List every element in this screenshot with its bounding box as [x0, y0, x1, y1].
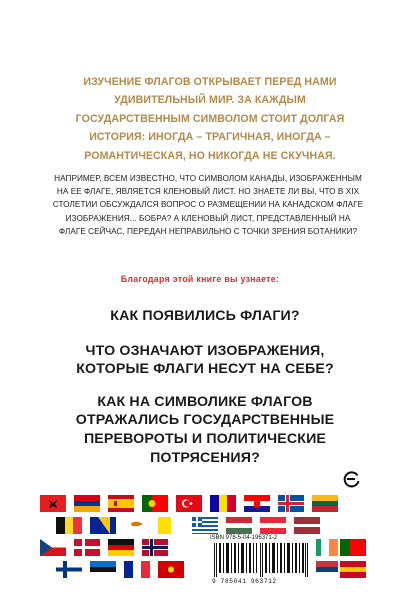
- armenia-flag-icon: [74, 495, 100, 512]
- barcode-icon: [214, 543, 308, 577]
- lithuania-flag-icon: [312, 495, 338, 512]
- portugal2-flag-icon: [340, 539, 366, 556]
- czech-flag-icon: [40, 539, 66, 556]
- question-2: ЧТО ОЗНАЧАЮТ ИЗОБРАЖЕНИЯ, КОТОРЫЕ ФЛАГИ НЕСУТ НА СЕБЕ?: [76, 342, 334, 378]
- estonia-flag-icon: [90, 561, 116, 578]
- andorra-flag-icon: [210, 495, 236, 512]
- flags-collage: [40, 495, 366, 591]
- bosnia-flag-icon: [90, 517, 116, 534]
- eksmo-logo-icon: [343, 470, 361, 488]
- norway-flag-icon: [142, 539, 168, 556]
- questions-list: [60, 307, 350, 481]
- belgium-flag-icon: [56, 517, 82, 534]
- flag-icon: [340, 561, 366, 578]
- croatia-flag-icon: [244, 495, 270, 512]
- albania-flag-icon: [40, 495, 66, 512]
- latvia-flag-icon: [294, 517, 320, 534]
- finland-flag-icon: [56, 561, 82, 578]
- greece-flag-icon: [192, 517, 218, 534]
- denmark-flag-icon: [74, 539, 100, 556]
- iceland-flag-icon: [278, 495, 304, 512]
- barcode-block: [206, 535, 316, 587]
- barcode-number: 9 785041 963712: [212, 578, 277, 585]
- cyprus-flag-icon: [124, 517, 150, 534]
- austria-flag-icon: [260, 517, 286, 534]
- question-3: КАК НА СИМВОЛИКЕ ФЛАГОВ ОТРАЖАЛИСЬ ГОСУДАРСТВЕННЫЕ ПЕРЕВОРОТЫ И ПОЛИТИЧЕСКИЕ ПОТРЯСЕНИЯ?: [75, 393, 335, 466]
- vatican-flag-icon: [158, 517, 184, 534]
- portugal-flag-icon: [142, 495, 168, 512]
- body-text: НАПРИМЕР, ВСЕМ ИЗВЕСТНО, ЧТО СИМВОЛОМ КАНАДЫ, ИЗОБРАЖЕННЫМ НА ЕЕ ФЛАГЕ, ЯВЛЯЕТСЯ КЛЕНОВЫЙ ЛИСТ. НО ЗНАЕТЕ ЛИ ВЫ, ЧТО В XIX СТОЛЕТИИ ОБСУЖДАЛСЯ ВОПРОС О РАЗМЕЩЕНИИ НА КАНАДСКОМ ФЛАГЕ ИЗОБРАЖЕНИЯ... БОБРА? А КЛЕНОВЫЙ ЛИСТ, ПРЕДСТАВЛЕННЫЙ НА ФЛАГЕ СЕЙЧАС, ПЕРЕДАН НЕПРАВИЛЬНО С ТОЧКИ ЗРЕНИЯ БОТАНИКИ?: [52, 174, 364, 236]
- spain-flag-icon: [108, 495, 134, 512]
- macedonia-flag-icon: [158, 561, 184, 578]
- intro-text: ИЗУЧЕНИЕ ФЛАГОВ ОТКРЫВАЕТ ПЕРЕД НАМИ УДИВИТЕЛЬНЫЙ МИР. ЗА КАЖДЫМ ГОСУДАРСТВЕННЫМ СИМВОЛОМ СТОИТ ДОЛГАЯ ИСТОРИЯ: ИНОГДА – ТРАГИЧНАЯ, ИНОГДА – РОМАНТИЧЕСКАЯ, НО НИКОГДА НЕ СКУЧНАЯ.: [75, 76, 345, 162]
- learn-heading: Благодаря этой книге вы узнаете:: [120, 274, 280, 284]
- question-1: КАК ПОЯВИЛИСЬ ФЛАГИ?: [110, 308, 300, 324]
- germany-flag-icon: [108, 539, 134, 556]
- isbn-text: ISBN 978-5-04-196371-2: [210, 535, 278, 541]
- turkey-flag-icon: [176, 495, 202, 512]
- france-flag-icon: [124, 561, 150, 578]
- hungary-flag-icon: [226, 517, 252, 534]
